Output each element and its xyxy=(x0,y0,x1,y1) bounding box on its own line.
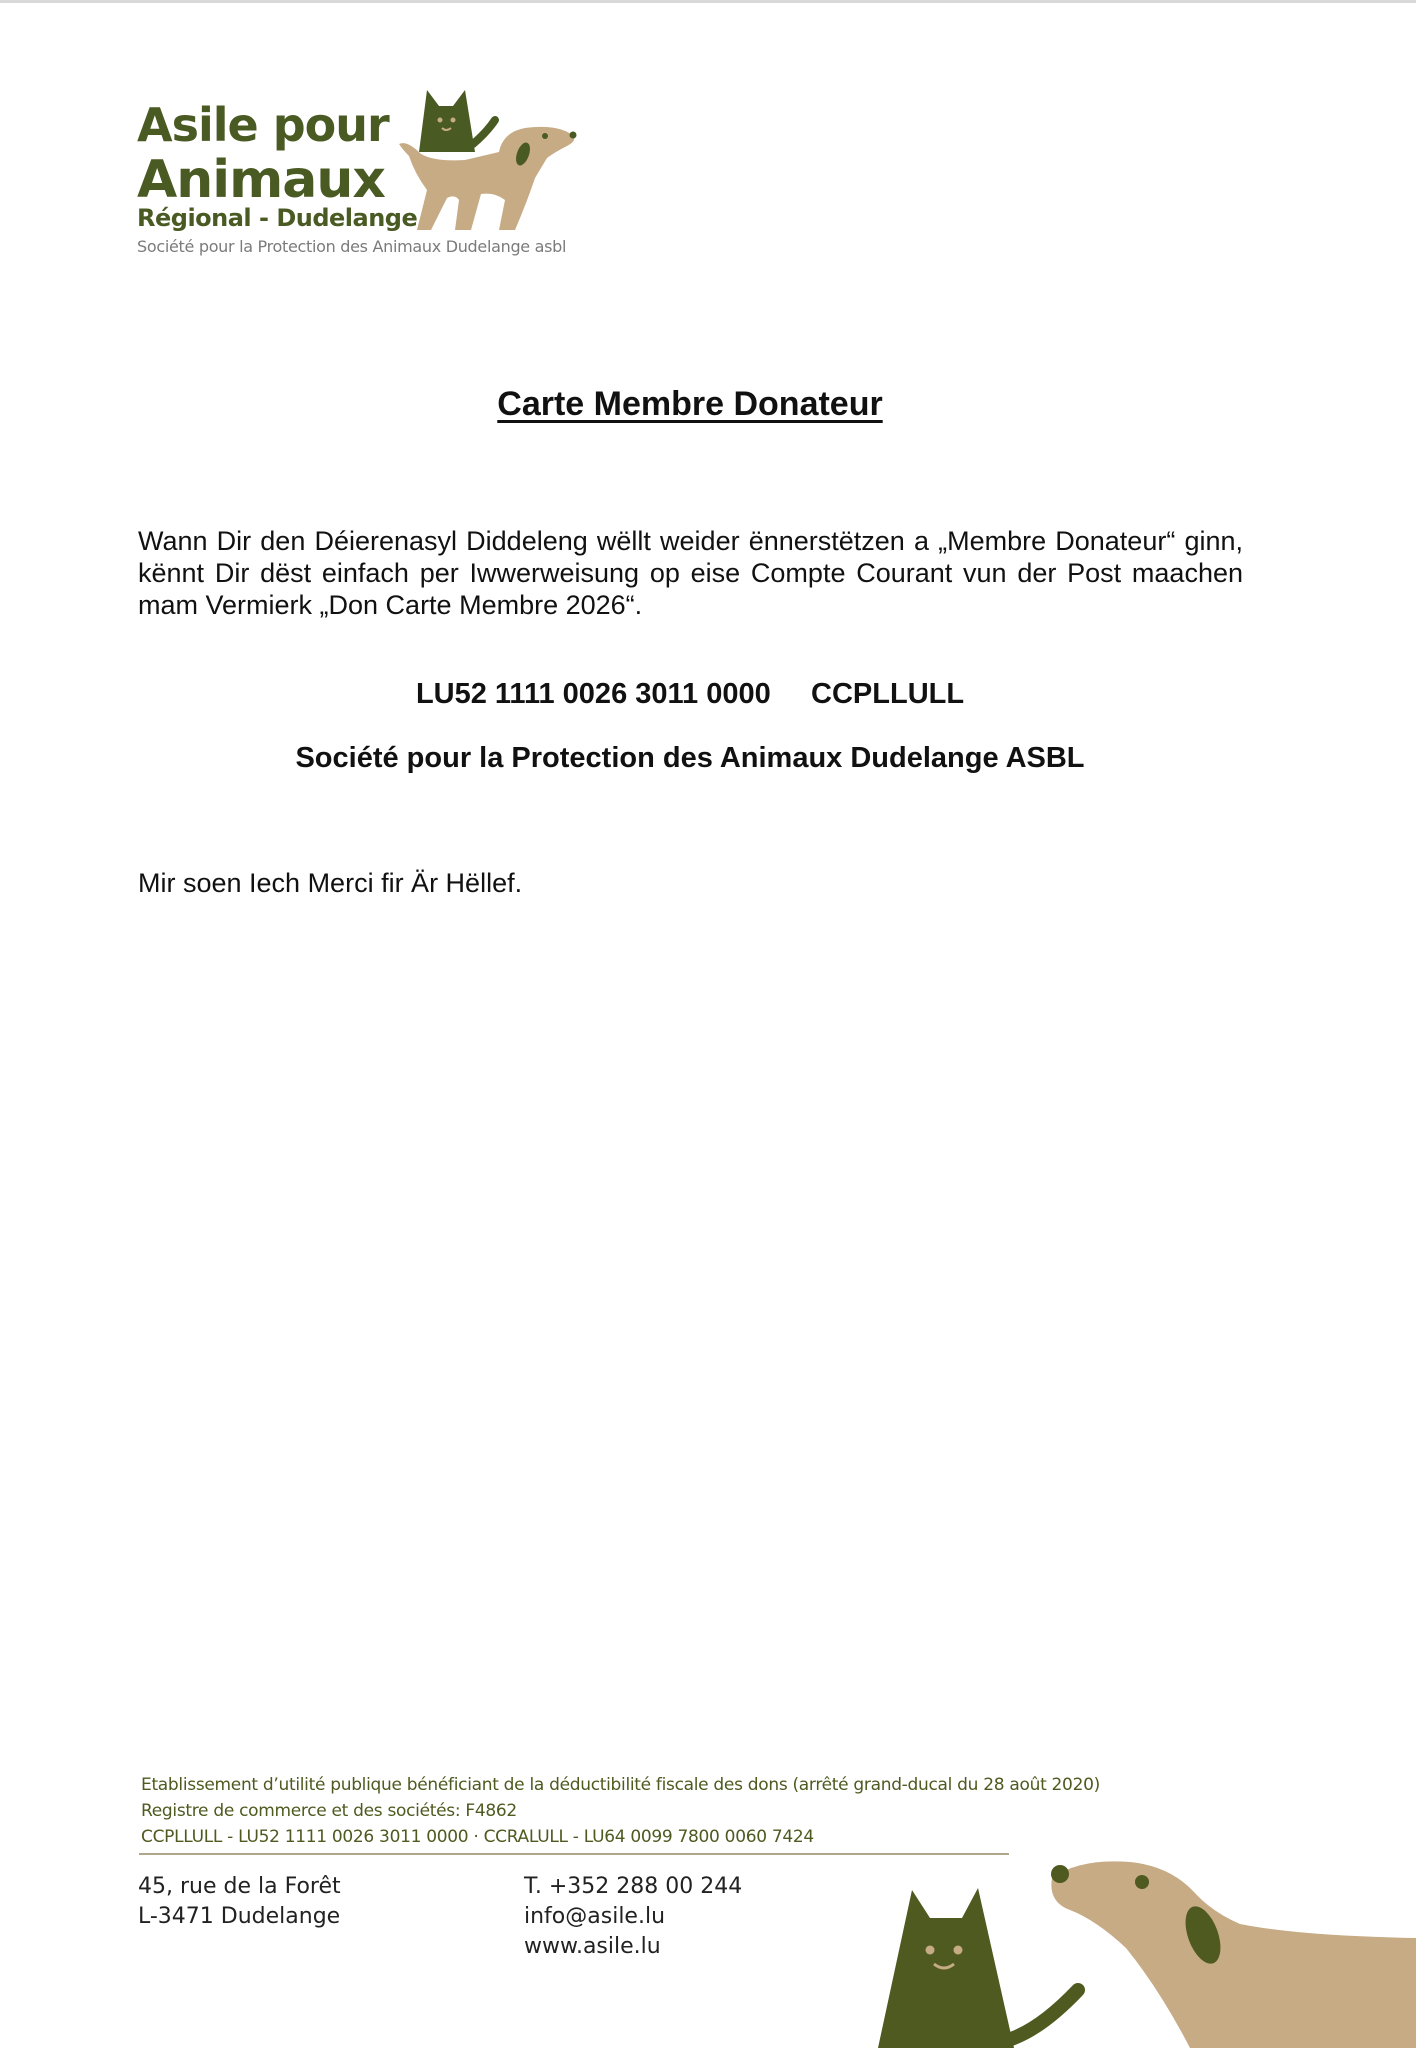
contact-website[interactable]: www.asile.lu xyxy=(524,1934,661,1959)
logo-tagline: Société pour la Protection des Animaux Dudelange asbl xyxy=(137,237,567,256)
logo-text-line3: Régional - Dudelange xyxy=(137,204,418,232)
iban-value: LU52 1111 0026 3011 0000 xyxy=(415,678,771,710)
organisation-logo xyxy=(137,82,577,262)
logo-text-line2: Animaux xyxy=(137,150,385,210)
intro-paragraph: Wann Dir den Déierenasyl Diddeleng wëllt weider ënnerstëtzen a „Membre Donateur“ ginn, kënnt Dir dëst einfach per Iwwerweisung op eise Compte Courant vun der Post maachen mam Vermierk „Don Carte Membre 2026“. xyxy=(138,526,1243,620)
thanks-line: Mir soen Iech Merci fir Är Hëllef. xyxy=(138,868,523,898)
postal-address xyxy=(138,1872,341,1932)
legal-line-register: Registre de commerce et des sociétés: F4862 xyxy=(141,1801,517,1821)
cat-and-dog-logo-icon xyxy=(395,82,577,232)
page-top-rule xyxy=(0,0,1416,3)
bank-details-row xyxy=(0,678,1380,711)
legal-line-bank-accounts: CCPLLULL - LU52 1111 0026 3011 0000 · CCRALULL - LU64 0099 7800 0060 7424 xyxy=(141,1827,814,1847)
contact-phone: T. +352 288 00 244 xyxy=(524,1874,743,1899)
cat-and-dog-footer-icon xyxy=(860,1840,1416,2048)
legal-notice xyxy=(141,1772,1100,1850)
logo-text-line1: Asile pour xyxy=(137,98,389,152)
account-holder: Société pour la Protection des Animaux Dudelange ASBL xyxy=(295,742,1085,774)
legal-line-public-utility: Etablissement d’utilité publique bénéficiant de la déductibilité fiscale des dons (arrêté grand-ducal du 28 août 2020) xyxy=(141,1775,1100,1795)
contact-email[interactable]: info@asile.lu xyxy=(524,1904,666,1929)
document-title: Carte Membre Donateur xyxy=(497,385,883,423)
contact-details xyxy=(524,1872,742,1962)
address-city: L-3471 Dudelange xyxy=(138,1904,341,1929)
bic-value: CCPLLULL xyxy=(811,678,965,710)
address-street: 45, rue de la Forêt xyxy=(138,1874,341,1899)
